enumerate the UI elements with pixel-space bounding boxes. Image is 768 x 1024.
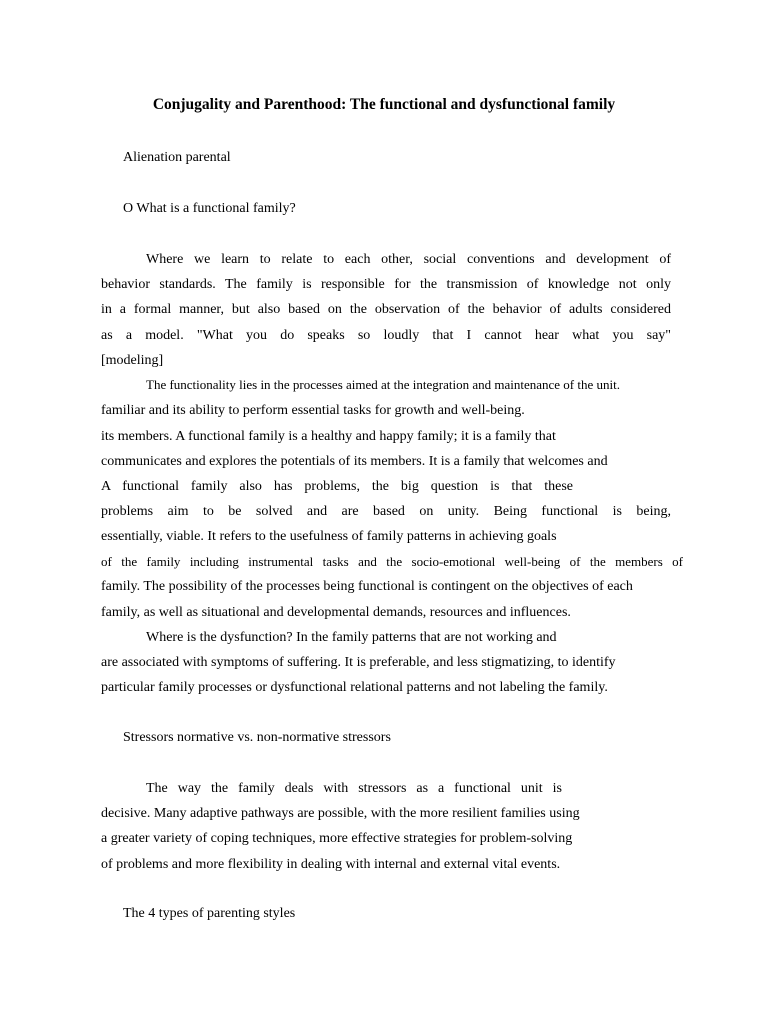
paragraph-line: familiar and its ability to perform essential tasks for growth and well-being. bbox=[101, 403, 525, 418]
paragraph-line: of problems and more flexibility in dealing with internal and external vital events. bbox=[101, 857, 561, 872]
heading-parenting-styles: The 4 types of parenting styles bbox=[123, 906, 296, 921]
paragraph-line: Where we learn to relate to each other, social conventions and development of bbox=[146, 252, 671, 267]
paragraph-line: are associated with symptoms of suffering. It is preferable, and less stigmatizing, to identify bbox=[101, 655, 616, 670]
paragraph-line: of the family including instrumental tasks and the socio-emotional well-being of the members of bbox=[101, 554, 683, 569]
paragraph-line: [modeling] bbox=[101, 353, 164, 368]
paragraph-line: as a model. "What you do speaks so loudly that I cannot hear what you say" bbox=[101, 328, 671, 343]
heading-stressors: Stressors normative vs. non-normative stressors bbox=[123, 730, 391, 745]
paragraph-line: behavior standards. The family is responsible for the transmission of knowledge not only bbox=[101, 277, 671, 292]
heading-alienation-parental: Alienation parental bbox=[123, 150, 231, 165]
paragraph-line: family, as well as situational and developmental demands, resources and influences. bbox=[101, 605, 571, 620]
paragraph-line: Where is the dysfunction? In the family patterns that are not working and bbox=[146, 630, 557, 645]
paragraph-line: its members. A functional family is a healthy and happy family; it is a family that bbox=[101, 429, 556, 444]
paragraph-line: A functional family also has problems, the big question is that these bbox=[101, 479, 573, 494]
heading-what-is-functional-family: O What is a functional family? bbox=[123, 201, 296, 216]
document-title: Conjugality and Parenthood: The functional and dysfunctional family bbox=[152, 96, 616, 113]
paragraph-line: a greater variety of coping techniques, more effective strategies for problem-solving bbox=[101, 831, 573, 846]
paragraph-line: particular family processes or dysfunctional relational patterns and not labeling the family. bbox=[101, 680, 608, 695]
paragraph-line: in a formal manner, but also based on the observation of the behavior of adults considered bbox=[101, 302, 671, 317]
paragraph-line: problems aim to be solved and are based on unity. Being functional is being, bbox=[101, 504, 671, 519]
paragraph-line: essentially, viable. It refers to the usefulness of family patterns in achieving goals bbox=[101, 529, 557, 544]
paragraph-line: family. The possibility of the processes being functional is contingent on the objectives of each bbox=[101, 579, 633, 594]
paragraph-line: communicates and explores the potentials of its members. It is a family that welcomes and bbox=[101, 454, 608, 469]
paragraph-line: The way the family deals with stressors as a functional unit is bbox=[146, 781, 562, 796]
paragraph-line: decisive. Many adaptive pathways are possible, with the more resilient families using bbox=[101, 806, 580, 821]
paragraph-line: The functionality lies in the processes aimed at the integration and maintenance of the unit. bbox=[146, 377, 620, 392]
